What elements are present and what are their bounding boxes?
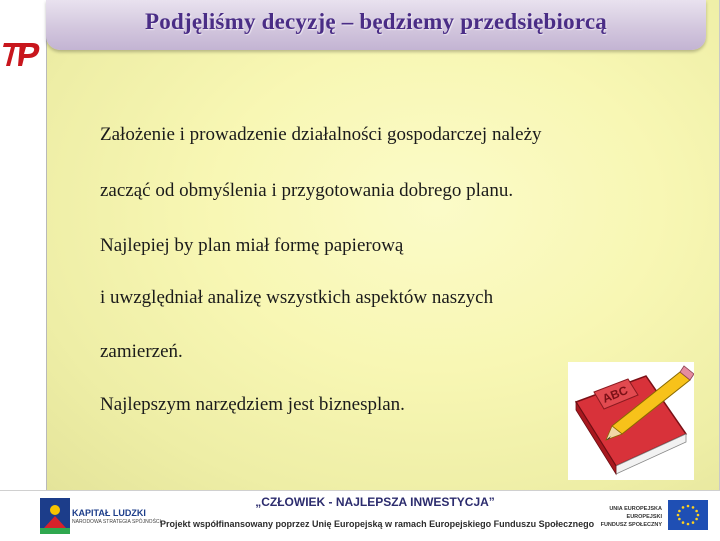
body-line: Założenie i prowadzenie działalności gospodarczej należy [100,124,542,145]
footer-slogan: „CZŁOWIEK - NAJLEPSZA INWESTYCJA” [255,495,495,509]
book-pencil-icon [568,362,694,480]
tp-logo [2,38,42,70]
left-brand-strip [0,0,46,490]
footer-project-text: Projekt współfinansowany poprzez Unię Europejską w ramach Europejskiego Funduszu Społecznego [160,519,595,529]
page-title: Podjęliśmy decyzję – będziemy przedsiębiorcą [145,9,607,34]
body-line: Najlepszym narzędziem jest biznesplan. [100,394,405,415]
body-line: zacząć od obmyślenia i przygotowania dobrego planu. [100,180,514,201]
eu-flag-icon [668,500,708,530]
eu-line: FUNDUSZ SPOŁECZNY [600,522,662,528]
eu-fund-label [598,505,662,529]
kapital-ludzki-logo-icon [40,498,70,534]
book-label: ABC [600,383,630,406]
kapital-ludzki-title: KAPITAŁ LUDZKI [72,508,146,518]
title-bar [46,0,706,50]
body-line: Najlepiej by plan miał formę papierową [100,235,404,256]
body-line: i uwzględniał analizę wszystkich aspektów naszych [100,287,494,308]
body-line: zamierzeń. [100,341,183,362]
eu-line: UNIA EUROPEJSKA [609,506,662,512]
kapital-ludzki-subtitle: NARODOWA STRATEGIA SPÓJNOŚCI [72,519,161,525]
eu-line: EUROPEJSKI [626,514,662,520]
